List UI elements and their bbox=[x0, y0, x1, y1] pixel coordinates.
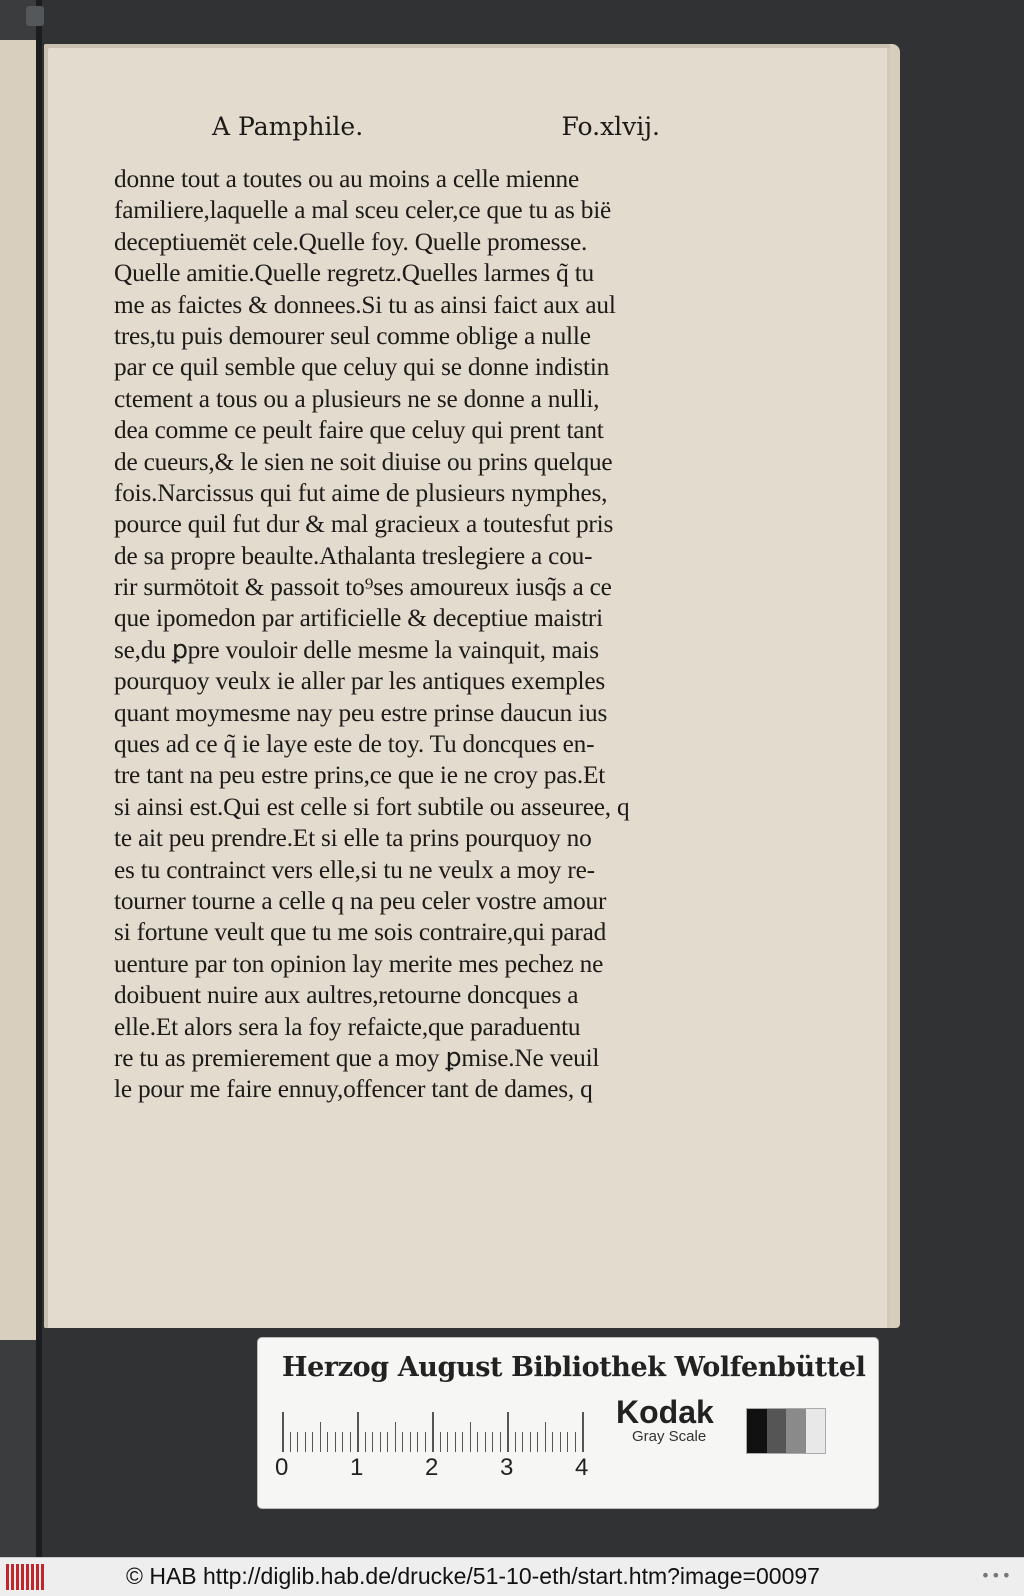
text-line: rir surmötoit & passoit to⁹ses amoureux iusq̃s a ce bbox=[114, 573, 612, 602]
kodak-brand: Kodak bbox=[616, 1394, 714, 1430]
kodak-subtitle: Gray Scale bbox=[632, 1428, 707, 1445]
text-line: ctement a tous ou a plusieurs ne se donne a nulli, bbox=[114, 384, 600, 413]
clip-icon bbox=[26, 6, 44, 26]
ruler-tick bbox=[365, 1432, 366, 1452]
kodak-label bbox=[616, 1396, 714, 1445]
text-line: tre tant na peu estre prins,ce que ie ne croy pas.Et bbox=[114, 761, 606, 790]
book-binding bbox=[36, 0, 42, 1557]
text-line: de sa propre beaulte.Athalanta treslegiere a cou- bbox=[114, 541, 593, 570]
ruler-tick bbox=[425, 1432, 426, 1452]
ruler-tick bbox=[282, 1412, 284, 1452]
ruler-tick bbox=[567, 1432, 568, 1452]
text-line: se,du ꝑpre vouloir delle mesme la vainquit, mais bbox=[114, 635, 599, 664]
text-line: par ce quil semble que celuy qui se donne indistin bbox=[114, 353, 610, 382]
ruler-number: 3 bbox=[500, 1454, 514, 1481]
ruler-tick bbox=[417, 1432, 418, 1452]
ruler-tick bbox=[395, 1422, 396, 1452]
page-text bbox=[114, 164, 734, 1106]
text-line: re tu as premierement que a moy ꝑmise.Ne veuil bbox=[114, 1043, 600, 1072]
text-line: si ainsi est.Qui est celle si fort subtile ou asseuree, q bbox=[114, 792, 630, 821]
ruler-tick bbox=[357, 1412, 359, 1452]
ruler-number: 1 bbox=[350, 1454, 364, 1481]
ruler-tick bbox=[522, 1432, 523, 1452]
menu-icon[interactable]: ••• bbox=[980, 1566, 1012, 1585]
ruler-tick bbox=[335, 1432, 336, 1452]
color-target-card bbox=[258, 1338, 878, 1508]
text-line: te ait peu prendre.Et si elle ta prins pourquoy no bbox=[114, 824, 592, 853]
ruler-tick bbox=[530, 1432, 531, 1452]
running-head-left: A Pamphile. bbox=[212, 112, 364, 141]
text-line: deceptiuemët cele.Quelle foy. Quelle promesse. bbox=[114, 227, 588, 256]
footer-bar bbox=[0, 1557, 1024, 1596]
text-line: uenture par ton opinion lay merite mes pechez ne bbox=[114, 949, 604, 978]
ruler-tick bbox=[560, 1432, 561, 1452]
text-line: Quelle amitie.Quelle regretz.Quelles larmes q̃ tu bbox=[114, 259, 594, 288]
text-line: le pour me faire ennuy,offencer tant de dames, q bbox=[114, 1075, 593, 1104]
text-line: quant moymesme nay peu estre prinse daucun ius bbox=[114, 698, 608, 727]
text-line: de cueurs,& le sien ne soit diuise ou prins quelque bbox=[114, 447, 613, 476]
gray-swatch bbox=[786, 1409, 806, 1453]
ruler-tick bbox=[575, 1432, 576, 1452]
scale-ruler bbox=[275, 1408, 589, 1488]
text-line: familiere,laquelle a mal sceu celer,ce que tu as bië bbox=[114, 196, 612, 225]
ruler-tick bbox=[380, 1432, 381, 1452]
text-line: ques ad ce q̃ ie laye este de toy. Tu doncques en- bbox=[114, 730, 595, 759]
ruler-number: 4 bbox=[575, 1454, 589, 1481]
ruler-tick bbox=[432, 1412, 434, 1452]
text-line: si fortune veult que tu me sois contraire,qui parad bbox=[114, 918, 607, 947]
text-line: fois.Narcissus qui fut aime de plusieurs nymphes, bbox=[114, 478, 608, 507]
ruler-tick bbox=[500, 1432, 501, 1452]
text-line: elle.Et alors sera la foy refaicte,que paraduentu bbox=[114, 1012, 581, 1041]
gray-swatch bbox=[767, 1409, 787, 1453]
text-line: es tu contrainct vers elle,si tu ne veulx a moy re- bbox=[114, 855, 595, 884]
text-line: doibuent nuire aux aultres,retourne doncques a bbox=[114, 981, 579, 1010]
text-line: donne tout a toutes ou au moins a celle mienne bbox=[114, 165, 579, 193]
running-head bbox=[190, 112, 660, 148]
ruler-tick bbox=[477, 1432, 478, 1452]
ruler-tick bbox=[515, 1432, 516, 1452]
text-line: tres,tu puis demourer seul comme oblige a nulle bbox=[114, 321, 591, 350]
ruler-tick bbox=[290, 1432, 291, 1452]
hab-logo-icon[interactable] bbox=[6, 1564, 46, 1590]
ruler-tick bbox=[342, 1432, 343, 1452]
ruler-tick bbox=[297, 1432, 298, 1452]
ruler-tick bbox=[485, 1432, 486, 1452]
ruler-tick bbox=[305, 1432, 306, 1452]
institution-name: Herzog August Bibliothek Wolfenbüttel bbox=[282, 1352, 866, 1383]
text-line: pourquoy veulx ie aller par les antiques exemples bbox=[114, 667, 606, 696]
ruler-tick bbox=[410, 1432, 411, 1452]
text-line: tourner tourne a celle q na peu celer vostre amour bbox=[114, 886, 607, 915]
ruler-tick bbox=[372, 1432, 373, 1452]
ruler-tick bbox=[402, 1432, 403, 1452]
gray-scale-swatches bbox=[746, 1408, 826, 1454]
ruler-tick bbox=[470, 1422, 471, 1452]
ruler-tick bbox=[455, 1432, 456, 1452]
ruler-tick bbox=[582, 1412, 584, 1452]
ruler-tick bbox=[545, 1422, 546, 1452]
facing-page-edge bbox=[0, 40, 38, 1340]
ruler-tick bbox=[492, 1432, 493, 1452]
ruler-tick bbox=[312, 1432, 313, 1452]
ruler-tick bbox=[462, 1432, 463, 1452]
ruler-tick bbox=[320, 1422, 321, 1452]
text-line: pource quil fut dur & mal gracieux a toutesfut pris bbox=[114, 510, 614, 539]
folio-number: Fo.xlvij. bbox=[561, 112, 660, 141]
text-line: que ipomedon par artificielle & deceptiue maistri bbox=[114, 604, 603, 633]
gray-swatch bbox=[747, 1409, 767, 1453]
ruler-tick bbox=[552, 1432, 553, 1452]
ruler-tick bbox=[447, 1432, 448, 1452]
ruler-tick bbox=[387, 1432, 388, 1452]
gray-swatch bbox=[806, 1409, 826, 1453]
text-line: me as faictes & donnees.Si tu as ainsi faict aux aul bbox=[114, 290, 616, 319]
ruler-tick bbox=[350, 1432, 351, 1452]
ruler-number: 2 bbox=[425, 1454, 439, 1481]
text-line: dea comme ce peult faire que celuy qui prent tant bbox=[114, 416, 604, 445]
ruler-tick bbox=[537, 1432, 538, 1452]
ruler-tick bbox=[440, 1432, 441, 1452]
source-credit-link[interactable]: © HAB http://diglib.hab.de/drucke/51-10-eth/start.htm?image=00097 bbox=[126, 1563, 820, 1589]
ruler-tick bbox=[327, 1432, 328, 1452]
ruler-tick bbox=[507, 1412, 509, 1452]
ruler-number: 0 bbox=[275, 1454, 289, 1481]
